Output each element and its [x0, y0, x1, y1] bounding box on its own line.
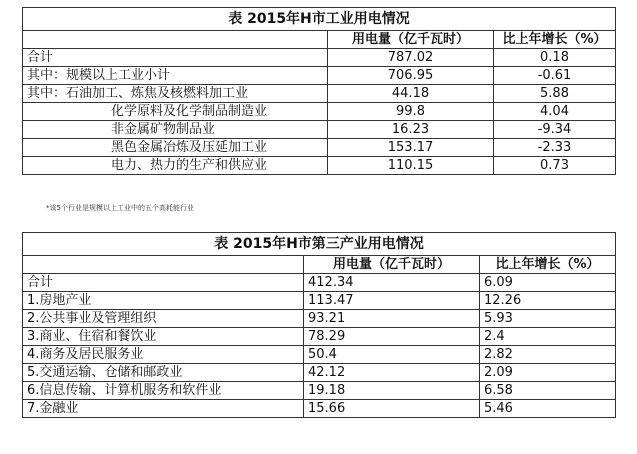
table-row	[23, 346, 616, 364]
row-label: 7.金融业	[23, 400, 304, 418]
row-label: 6.信息传输、计算机服务和软件业	[23, 382, 304, 400]
industrial-electricity-table	[22, 7, 616, 175]
header-label	[23, 31, 328, 49]
row-label: 4.商务及居民服务业	[23, 346, 304, 364]
tertiary-electricity-table	[22, 232, 616, 418]
row-label: 3.商业、住宿和餐饮业	[23, 328, 304, 346]
table-row	[23, 49, 616, 67]
table-header-row	[23, 256, 616, 274]
table-row	[23, 103, 616, 121]
row-growth: 0.18	[494, 49, 616, 67]
table-row	[23, 292, 616, 310]
table-title-row	[23, 8, 616, 31]
header-consumption: 用电量（亿千瓦时）	[304, 256, 480, 274]
table-row	[23, 139, 616, 157]
table-row	[23, 382, 616, 400]
table-row	[23, 67, 616, 85]
row-label: 电力、热力的生产和供应业	[23, 157, 328, 175]
row-label: 非金属矿物制品业	[23, 121, 328, 139]
row-growth: -2.33	[494, 139, 616, 157]
row-label: 合计	[23, 49, 328, 67]
row-value: 16.23	[328, 121, 494, 139]
table-row	[23, 310, 616, 328]
table-title: 表 2015年H市工业用电情况	[23, 8, 616, 31]
row-value: 113.47	[304, 292, 480, 310]
table-row	[23, 121, 616, 139]
table-row	[23, 400, 616, 418]
table-row	[23, 364, 616, 382]
row-growth: 6.09	[480, 274, 616, 292]
row-label: 其中：石油加工、炼焦及核燃料加工业	[23, 85, 328, 103]
row-value: 706.95	[328, 67, 494, 85]
row-growth: 4.04	[494, 103, 616, 121]
row-label: 1.房地产业	[23, 292, 304, 310]
table-title: 表 2015年H市第三产业用电情况	[23, 233, 616, 256]
row-value: 412.34	[304, 274, 480, 292]
row-label: 化学原料及化学制品制造业	[23, 103, 328, 121]
row-value: 78.29	[304, 328, 480, 346]
row-value: 99.8	[328, 103, 494, 121]
row-growth: 2.4	[480, 328, 616, 346]
header-consumption: 用电量（亿千瓦时）	[328, 31, 494, 49]
row-label: 合计	[23, 274, 304, 292]
row-value: 110.15	[328, 157, 494, 175]
row-growth: -0.61	[494, 67, 616, 85]
row-growth: 2.09	[480, 364, 616, 382]
row-value: 787.02	[328, 49, 494, 67]
row-label: 黑色金属冶炼及压延加工业	[23, 139, 328, 157]
row-value: 19.18	[304, 382, 480, 400]
row-value: 50.4	[304, 346, 480, 364]
table-row	[23, 328, 616, 346]
row-value: 93.21	[304, 310, 480, 328]
row-growth: 5.93	[480, 310, 616, 328]
row-value: 42.12	[304, 364, 480, 382]
row-growth: 12.26	[480, 292, 616, 310]
footnote: *该5个行业是规模以上工业中的五个高耗能行业	[46, 204, 194, 212]
row-label: 其中：规模以上工业小计	[23, 67, 328, 85]
row-value: 44.18	[328, 85, 494, 103]
row-growth: -9.34	[494, 121, 616, 139]
header-growth: 比上年增长（%）	[480, 256, 616, 274]
table-header-row	[23, 31, 616, 49]
row-growth: 5.88	[494, 85, 616, 103]
row-label: 2.公共事业及管理组织	[23, 310, 304, 328]
table-title-row	[23, 233, 616, 256]
row-growth: 0.73	[494, 157, 616, 175]
table-row	[23, 85, 616, 103]
row-label: 5.交通运输、仓储和邮政业	[23, 364, 304, 382]
table-row	[23, 274, 616, 292]
table-row	[23, 157, 616, 175]
header-growth: 比上年增长（%）	[494, 31, 616, 49]
row-value: 153.17	[328, 139, 494, 157]
row-growth: 5.46	[480, 400, 616, 418]
row-growth: 6.58	[480, 382, 616, 400]
header-label	[23, 256, 304, 274]
row-growth: 2.82	[480, 346, 616, 364]
row-value: 15.66	[304, 400, 480, 418]
